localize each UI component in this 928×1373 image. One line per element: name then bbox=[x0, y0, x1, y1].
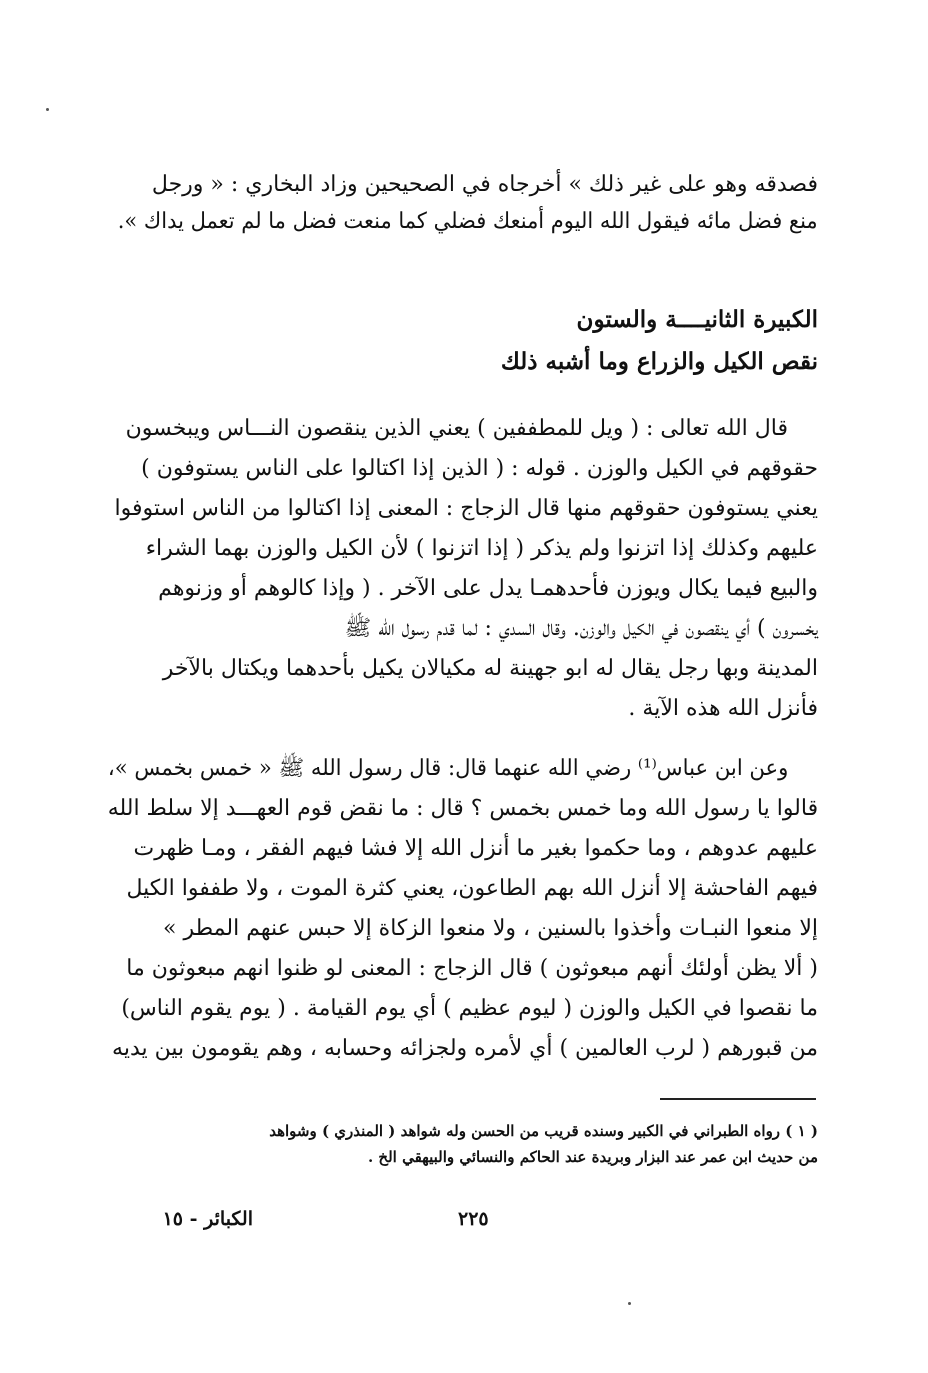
text-line: من قبورهم ( لرب العالمين ) أي لأمره ولجزائه وحسابه ، وهم يقومون بين يديه bbox=[112, 1036, 818, 1061]
text-line: منع فضل مائه فيقول الله اليوم أمنعك فضلي كما منعت فضل ما لم تعمل يداك ». bbox=[118, 209, 818, 234]
text-line: عليهم عدوهم ، وما حكموا بغير ما أنزل الله إلا فشا فيهم الفقر ، ومـا ظهرت bbox=[133, 836, 818, 861]
text-line: فأنزل الله هذه الآية . bbox=[628, 696, 818, 721]
paragraph-one bbox=[108, 414, 818, 734]
page-number: ٢٢٥ bbox=[458, 1208, 489, 1230]
section-heading bbox=[318, 305, 818, 385]
speck bbox=[628, 1302, 631, 1305]
text-line: عليهم وكذلك إذا اتزنوا ولم يذكر ( إذا اتزنوا ) لأن الكيل والوزن بهما الشراء bbox=[145, 536, 818, 561]
text-line: ما نقصوا في الكيل والوزن ( ليوم عظيم ) أي يوم القيامة . ( يوم يقوم الناس) bbox=[121, 996, 818, 1021]
signature-mark: الكبائر - ١٥ bbox=[162, 1208, 253, 1230]
footnote bbox=[108, 1120, 818, 1170]
text-line: ( ألا يظن أولئك أنهم مبعوثون ) قال الزجاج : المعنى لو ظنوا انهم مبعوثون ما bbox=[126, 956, 818, 981]
footnote-line: ( ١ ) رواه الطبراني في الكبير وسنده قريب من الحسن وله شواهد ( المنذري ) وشواهد bbox=[269, 1122, 818, 1140]
footnote-divider bbox=[660, 1098, 816, 1100]
speck bbox=[46, 108, 49, 111]
text-line: قال الله تعالى : ( ويل للمطففين ) يعني الذين ينقصون النـــاس ويبخسون bbox=[125, 416, 788, 441]
text-line: يخسرون ) أي ينقصون في الكيل والوزن. وقال السدي : لما قدم رسول الله ﷺ bbox=[344, 616, 818, 641]
paragraph-two bbox=[108, 754, 818, 1084]
heading-title: الكبيرة الثانيــــة والستون bbox=[576, 306, 818, 333]
intro-paragraph bbox=[118, 170, 818, 240]
text-line: حقوقهم في الكيل والوزن . قوله : ( الذين إذا اكتالوا على الناس يستوفون ) bbox=[141, 456, 818, 481]
text-line: المدينة وبها رجل يقال له ابو جهينة له مكيالان يكيل بأحدهما ويكتال بالآخر bbox=[162, 656, 818, 681]
text-line: قالوا يا رسول الله وما خمس بخمس ؟ قال : ما نقض قوم العهـــد إلا سلط الله bbox=[107, 796, 818, 821]
text-line: والبيع فيما يكال ويوزن فأحدهمـا يدل على الآخر . ( وإذا كالوهم أو وزنوهم bbox=[158, 576, 818, 601]
text-line: إلا منعوا النبـات وأخذوا بالسنين ، ولا منعوا الزكاة إلا حبس عنهم المطر » bbox=[163, 916, 818, 941]
text-line: فيهم الفاحشة إلا أنزل الله بهم الطاعون، يعني كثرة الموت ، ولا طففوا الكيل bbox=[126, 876, 818, 901]
text-line: فصدقه وهو على غير ذلك » أخرجاه في الصحيحين وزاد البخاري : « ورجل bbox=[151, 172, 818, 197]
footnote-line: من حديث ابن عمر عند البزار وبريدة عند الحاكم والنسائي والبيهقي الخ . bbox=[367, 1148, 818, 1166]
heading-subtitle: نقص الكيل والزراع وما أشبه ذلك bbox=[500, 348, 818, 375]
text-line: وعن ابن عباس⁽¹⁾ رضي الله عنهما قال: قال رسول الله ﷺ « خمس بخمس »، bbox=[107, 756, 788, 781]
text-line: يعني يستوفون حقوقهم منها قال الزجاج : المعنى إذا اكتالوا من الناس استوفوا bbox=[114, 496, 818, 521]
